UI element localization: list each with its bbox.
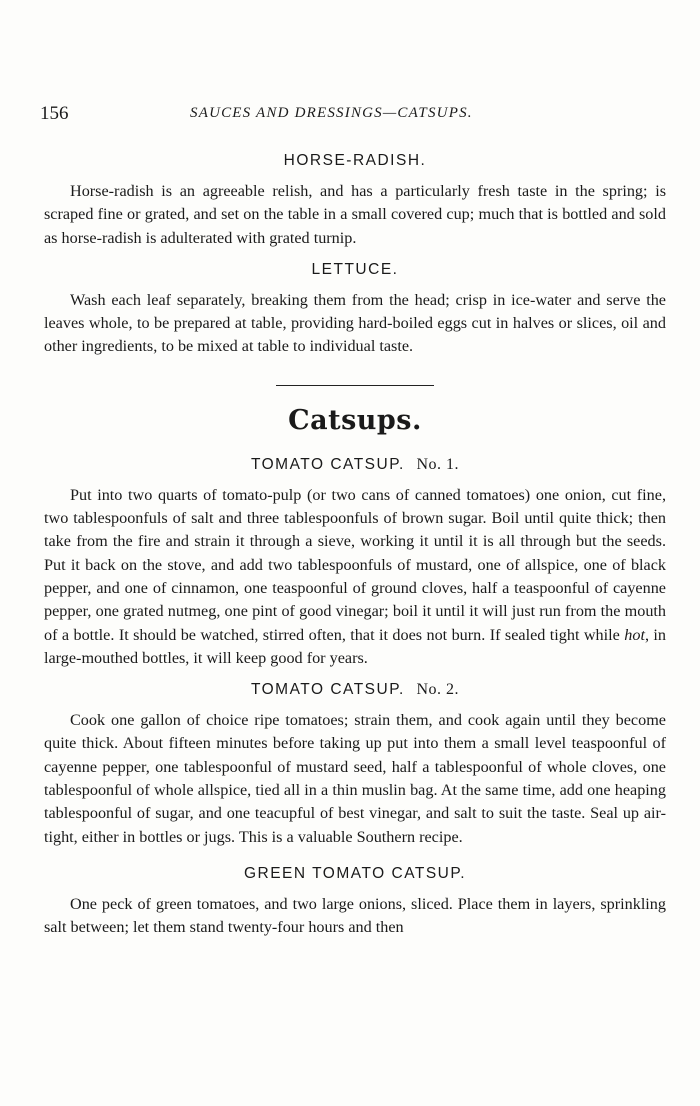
horse-radish-text: Horse-radish is an agreeable relish, and has a particularly fresh taste in the spring; is scraped fine or grated, and set on the table in a small covered cup; much that is bottled and sold as horse-radish is adulterated with grated turnip. (44, 182, 666, 247)
running-title: SAUCES AND DRESSINGS—CATSUPS. (190, 105, 473, 121)
tomato-catsup-2-heading (44, 679, 666, 701)
green-tomato-catsup-text: One peck of green tomatoes, and two large onions, sliced. Place them in layers, sprinkling salt between; let them stand twenty-four hours and then (44, 894, 666, 937)
lettuce-heading: LETTUCE. (311, 260, 399, 278)
page-content (44, 150, 666, 940)
running-head (40, 103, 660, 127)
tomato-catsup-2-text: Cook one gallon of choice ripe tomatoes; strain them, and cook again until they become quite thick. About fifteen minutes before taking up put into them a small level teaspoonful of cayenne pepper, one tablespoonful of mustard seed, half a tablespoonful of whole cloves, one tablespoonful of whole allspice, tied all in a thin muslin bag. At the same time, add one heaping tablespoonful of sugar, and one teacupful of best vinegar, and salt to suit the taste. Seal up air-tight, either in bottles or jugs. This is a valuable Southern recipe. (44, 711, 666, 846)
horse-radish-heading: HORSE-RADISH. (283, 152, 427, 169)
section-divider (276, 385, 434, 386)
green-tomato-catsup-heading: GREEN TOMATO CATSUP. (243, 864, 467, 882)
page-number: 156 (40, 103, 69, 124)
tomato-catsup-1-heading (44, 454, 666, 476)
tomato-catsup-1-number: No. 1. (416, 455, 460, 473)
tomato-catsup-1-text: Put into two quarts of tomato-pulp (or two cans of canned tomatoes) one onion, cut fine, two tablespoonfuls of salt and three tablespoonfuls of brown sugar. Boil until quite thick; then take from the fire and strain it through a sieve, working it until it is all through but the seeds. Put it back on the stove, and add two tablespoonfuls of mustard, one of allspice, one of black pepper, and one of cinnamon, one teaspoonful of ground cloves, half a teaspoonful of cayenne pepper, one grated nutmeg, one pint of good vinegar; boil it until it will just run from the mouth of a bottle. It should be watched, stirred often, that it does not burn. If sealed tight while hot, in large-mouthed bottles, it will keep good for years. (44, 485, 666, 667)
lettuce-text: Wash each leaf separately, breaking them from the head; crisp in ice-water and serve the leaves whole, to be prepared at table, providing hard-boiled eggs cut in halves or slices, oil and other ingredients, to be mixed at table to individual taste. (44, 290, 666, 356)
chapter-title: Catsups. (288, 404, 422, 436)
tomato-catsup-2-number: No. 2. (416, 681, 460, 699)
tomato-catsup-2-title: TOMATO CATSUP. (250, 681, 405, 699)
tomato-catsup-1-title: TOMATO CATSUP. (250, 455, 405, 473)
